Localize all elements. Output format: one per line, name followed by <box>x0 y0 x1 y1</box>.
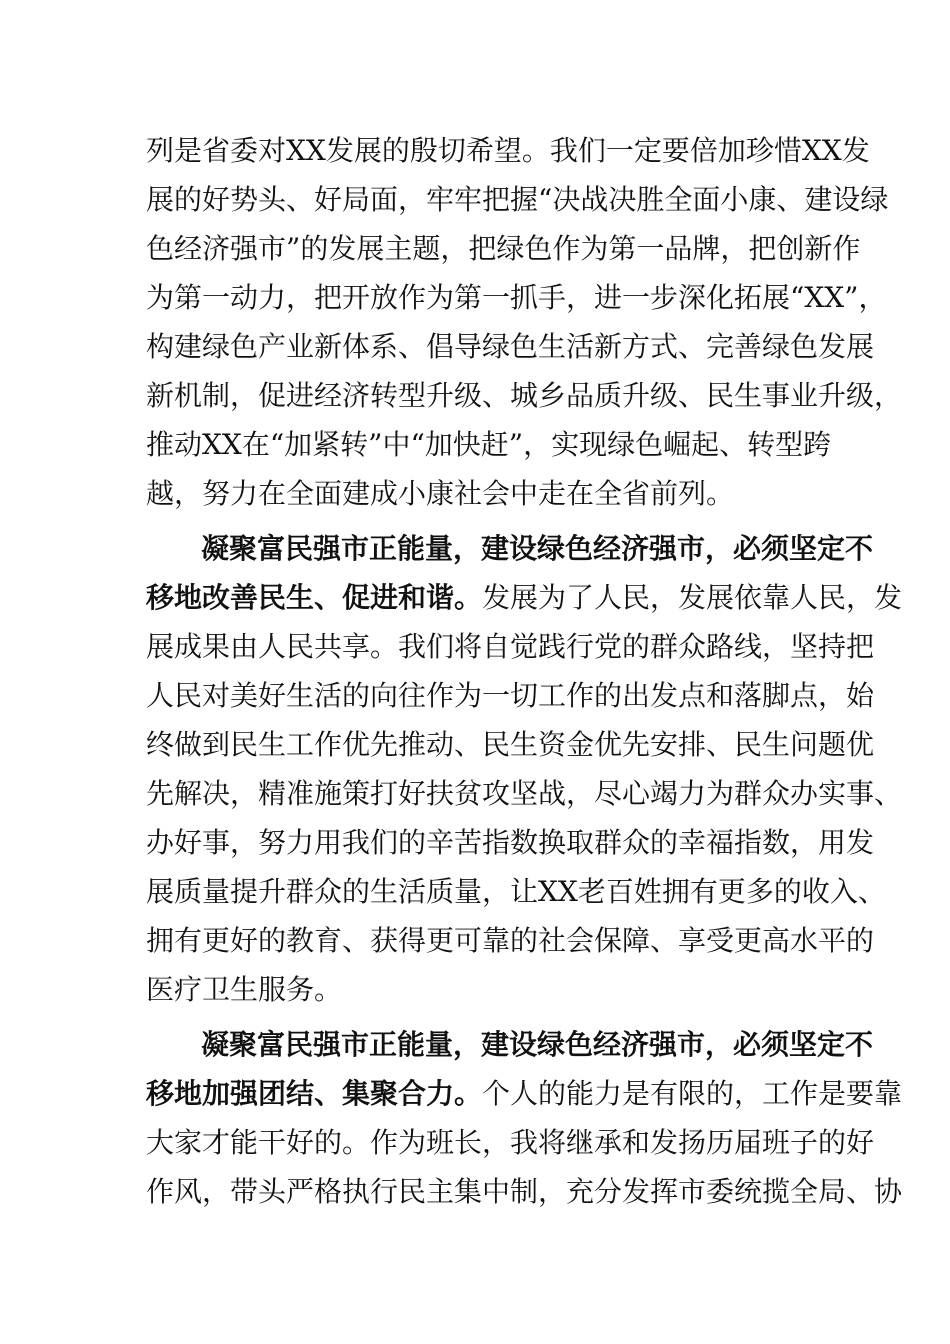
bold-heading-text: 移地改善民生、促进和谐。 <box>146 581 483 614</box>
paragraph-heading: 凝聚富民强市正能量，建设绿色经济强市，必须坚定不 <box>201 1028 874 1061</box>
paragraph-heading-continuation <box>146 578 903 618</box>
body-text-line: 色经济强市”的发展主题，把绿色作为第一品牌，把创新作 <box>146 232 861 265</box>
body-text-line: 拥有更好的教育、获得更可靠的社会保障、享受更高水平的 <box>146 924 875 957</box>
body-text-line: 越，努力在全面建成小康社会中走在全省前列。 <box>146 477 735 510</box>
paragraph-heading-continuation <box>146 1074 903 1114</box>
bold-heading-text: 移地加强团结、集聚合力。 <box>146 1077 483 1110</box>
body-text-line: 列是省委对XX发展的殷切希望。我们一定要倍加珍惜XX发 <box>146 134 870 167</box>
body-text-line: 终做到民生工作优先推动、民生资金优先安排、民生问题优 <box>146 728 875 761</box>
body-text-line: 展的好势头、好局面，牢牢把握“决战决胜全面小康、建设绿 <box>146 183 889 216</box>
paragraph-heading: 凝聚富民强市正能量，建设绿色经济强市，必须坚定不 <box>201 532 874 565</box>
body-text-line: 展成果由人民共享。我们将自觉践行党的群众路线，坚持把 <box>146 630 875 663</box>
body-text-span: 发展为了人民，发展依靠人民，发 <box>482 581 903 614</box>
body-text-line: 作风，带头严格执行民主集中制，充分发挥市委统揽全局、协 <box>146 1175 903 1208</box>
body-text-line: 构建绿色产业新体系、倡导绿色生活新方式、完善绿色发展 <box>146 330 875 363</box>
body-text-line: 先解决，精准施策打好扶贫攻坚战，尽心竭力为群众办实事、 <box>146 777 903 810</box>
body-text-line: 为第一动力，把开放作为第一抓手，进一步深化拓展“XX”， <box>146 281 887 314</box>
body-text-line: 大家才能干好的。作为班长，我将继承和发扬历届班子的好 <box>146 1126 875 1159</box>
body-text-line: 医疗卫生服务。 <box>146 973 343 1006</box>
body-text-line: 办好事，努力用我们的辛苦指数换取群众的幸福指数，用发 <box>146 826 875 859</box>
body-text-line: 人民对美好生活的向往作为一切工作的出发点和落脚点，始 <box>146 679 875 712</box>
body-text-span: 个人的能力是有限的，工作是要靠 <box>482 1077 903 1110</box>
body-text-line: 新机制，促进经济转型升级、城乡品质升级、民生事业升级， <box>146 379 903 412</box>
body-text-line: 推动XX在“加紧转”中“加快赶”，实现绿色崛起、转型跨 <box>146 428 832 461</box>
body-text-line: 展质量提升群众的生活质量，让XX老百姓拥有更多的收入、 <box>146 875 886 908</box>
